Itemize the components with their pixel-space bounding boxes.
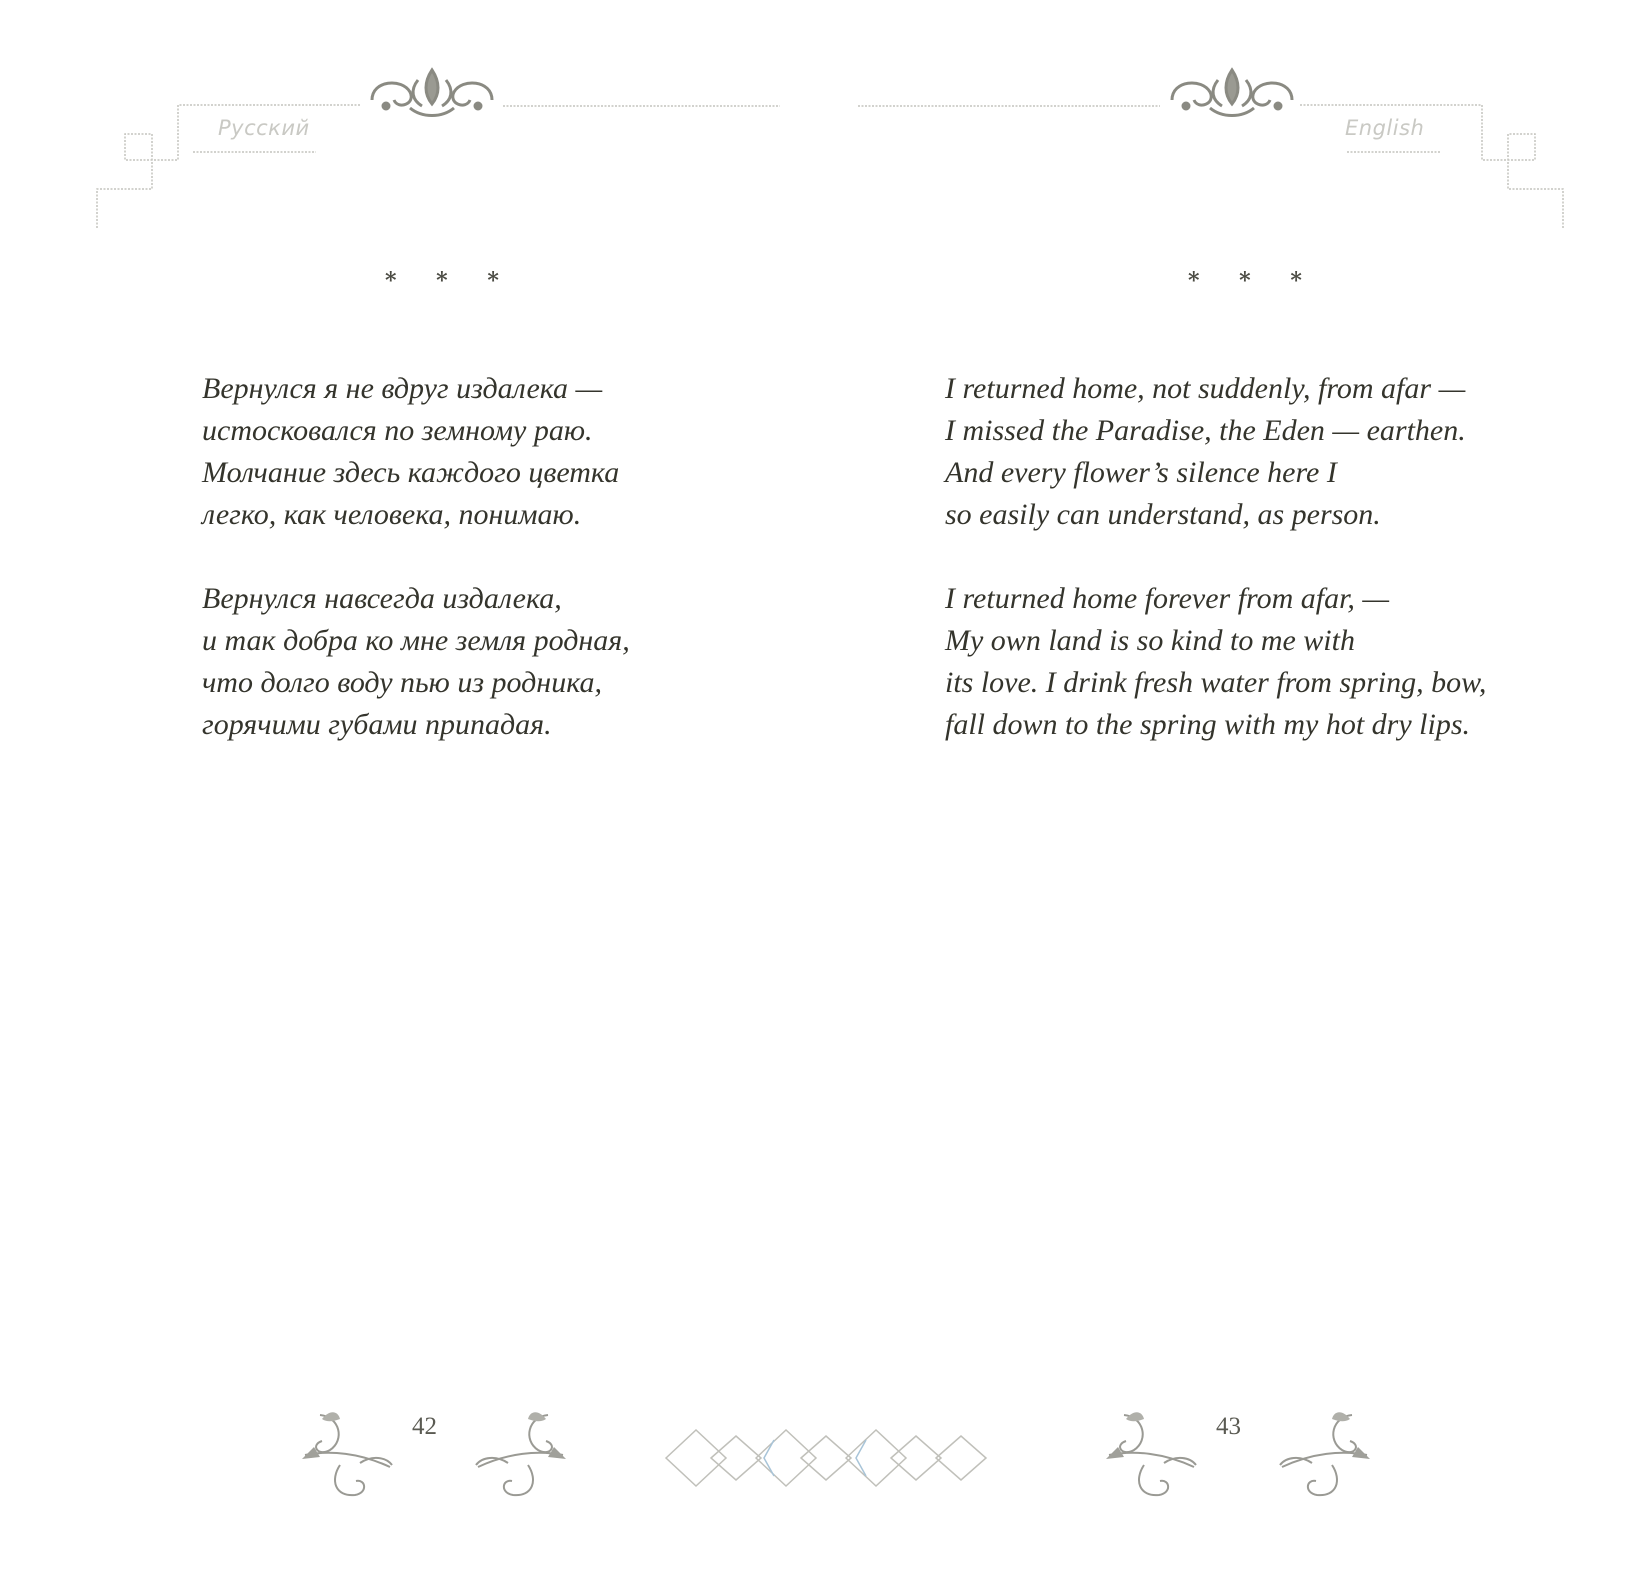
poem-english	[945, 368, 1486, 788]
poem-line: истосковался по земному раю.	[202, 414, 593, 447]
page-number-left: 42	[412, 1413, 437, 1440]
poem-line: Вернулся я не вдруг издалека —	[202, 372, 603, 405]
poem-line: что долго воду пью из родника,	[202, 666, 602, 699]
leaf-flourish-icon	[458, 1405, 568, 1505]
language-label-english: English	[1345, 116, 1425, 140]
poem-line: I returned home, not suddenly, from afar —	[945, 372, 1466, 405]
stanza	[202, 578, 630, 746]
poem-line: I missed the Paradise, the Eden — earthen.	[945, 414, 1466, 447]
language-label-russian: Русский	[218, 116, 310, 140]
stanza	[945, 578, 1486, 746]
stanza	[202, 368, 630, 536]
poem-line: And every flower’s silence here I	[945, 456, 1337, 489]
leaf-flourish-icon	[1262, 1405, 1372, 1505]
poem-line: легко, как человека, понимаю.	[202, 498, 582, 531]
header-ornament-icon	[1172, 70, 1292, 116]
stanza	[945, 368, 1486, 536]
poem-russian	[202, 368, 630, 788]
poem-line: горячими губами припадая.	[202, 708, 552, 741]
page-number-right: 43	[1216, 1413, 1241, 1440]
poem-line: и так добра ко мне земля родная,	[202, 624, 630, 657]
poem-line: My own land is so kind to me with	[945, 624, 1355, 657]
stanza-separator: * * *	[385, 268, 515, 294]
poem-line: its love. I drink fresh water from spring, bow,	[945, 666, 1487, 699]
leaf-flourish-icon	[300, 1405, 410, 1505]
stanza-separator: * * *	[1188, 268, 1318, 294]
diamond-chain-icon	[656, 1418, 996, 1498]
poem-line: so easily can understand, as person.	[945, 498, 1381, 531]
poem-line: I returned home forever from afar, —	[945, 582, 1390, 615]
leaf-flourish-icon	[1104, 1405, 1214, 1505]
poem-line: Молчание здесь каждого цветка	[202, 456, 620, 489]
header-ornament-icon	[372, 70, 492, 116]
poem-line: fall down to the spring with my hot dry lips.	[945, 708, 1471, 741]
poem-line: Вернулся навсегда издалека,	[202, 582, 562, 615]
